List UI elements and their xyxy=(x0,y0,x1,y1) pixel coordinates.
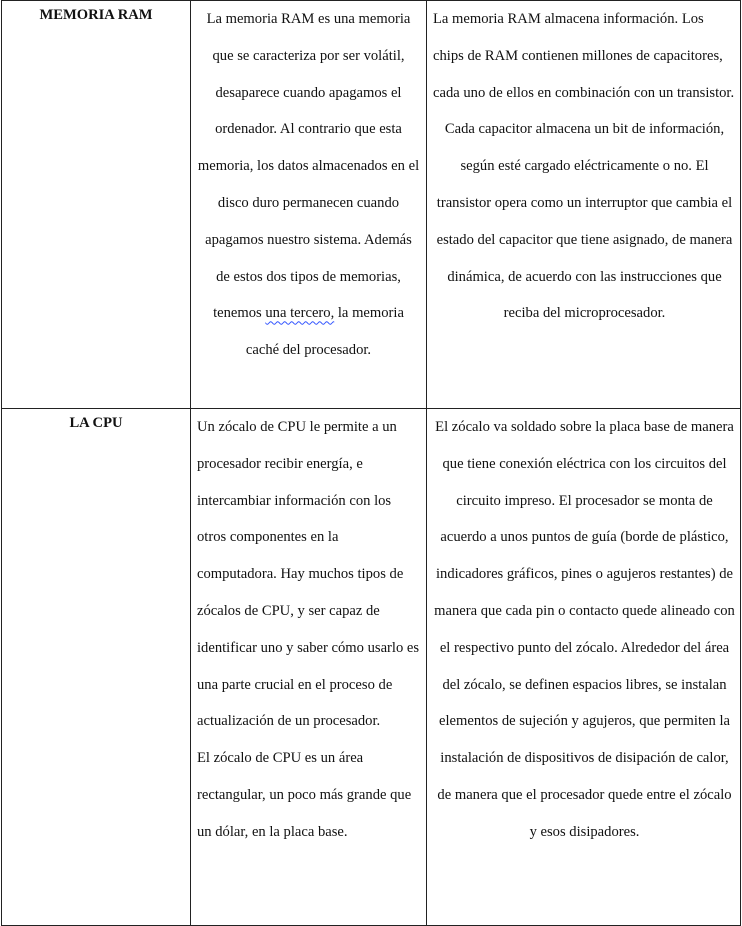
ram-description-end: la memoria caché del procesador. xyxy=(245,305,404,359)
table-row xyxy=(2,409,741,926)
detail-cell xyxy=(427,1,741,409)
table-row xyxy=(2,1,741,409)
description-cell xyxy=(191,409,427,926)
row-header-la-cpu: LA CPU xyxy=(69,415,123,431)
cpu-description-paragraph-1: Un zócalo de CPU le permite a un procesador recibir energía, e intercambiar información con los otros componentes en la computadora. Hay muchos tipos de zócalos de CPU, y ser capaz de identificar uno y saber cómo usarlo es una parte crucial en el proceso de actualización de un procesador. xyxy=(197,419,420,730)
spellcheck-marked-text[interactable]: una tercero, xyxy=(265,305,335,322)
ram-description-text: La memoria RAM es una memoria que se caracteriza por ser volátil, desaparece cuando apagamos el ordenador. Al contrario que esta memoria, los datos almacenados en el disco duro permanecen cuando apagamos nuestro sistema. Además de estos dos tipos de memorias, tenemos xyxy=(197,11,420,322)
row-header-cell xyxy=(2,1,191,409)
description-cell xyxy=(191,1,427,409)
row-header-cell xyxy=(2,409,191,926)
ram-detail-paragraph-2: Cada capacitor almacena un bit de información, según esté cargado eléctricamente o no. El transistor opera como un interruptor que cambia el estado del capacitor que tiene asignado, de manera dinámica, de acuerdo con las instrucciones que reciba del microprocesador. xyxy=(436,121,733,322)
detail-cell xyxy=(427,409,741,926)
document-table xyxy=(1,0,741,926)
ram-detail-paragraph-1: La memoria RAM almacena información. Los chips de RAM contienen millones de capacitores, cada uno de ellos en combinación con un transistor. xyxy=(433,11,735,101)
cpu-description-paragraph-2: El zócalo de CPU es un área rectangular, un poco más grande que un dólar, en la placa base. xyxy=(197,750,412,840)
row-header-memoria-ram: MEMORIA RAM xyxy=(39,7,153,23)
ram-description xyxy=(198,11,419,358)
cpu-detail-paragraph-1: El zócalo va soldado sobre la placa base de manera que tiene conexión eléctrica con los circuitos del circuito impreso. El procesador se monta de acuerdo a unos puntos de guía (borde de plástico, indicadores gráficos, pines o agujeros restantes) de manera que cada pin o contacto quede alineado con el respectivo punto del zócalo. Alrededor del área del zócalo, se definen espacios libres, se instalan elementos de sujeción y agujeros, que permiten la instalación de dispositivos de disipación de calor, de manera que el procesador quede entre el zócalo y esos disipadores. xyxy=(434,419,735,840)
